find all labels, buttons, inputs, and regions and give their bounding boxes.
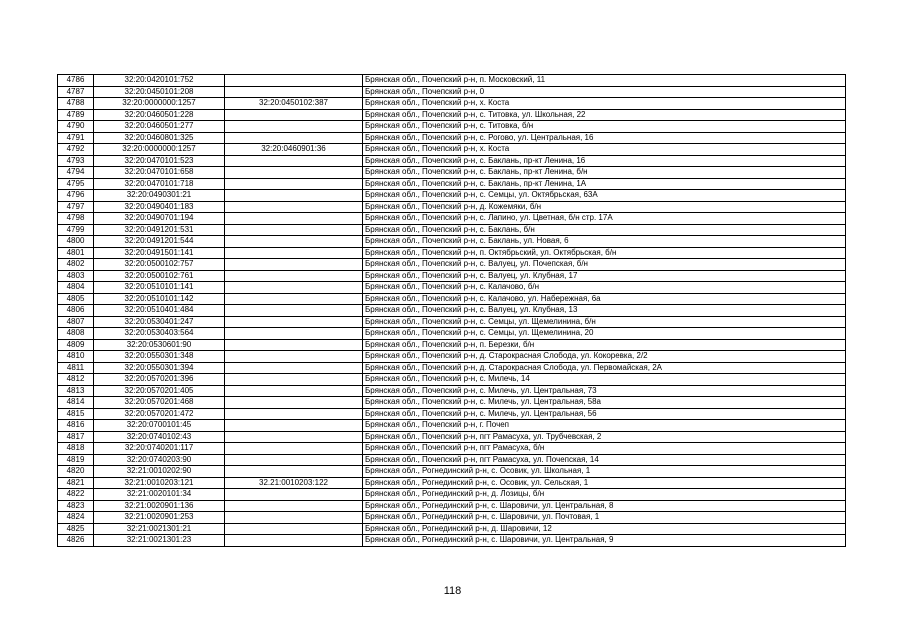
address-cell: Брянская обл., Почепский р-н, с. Лапино, ул. Цветная, б/н стр. 17А: [363, 213, 846, 225]
related-cadastral-number-cell: [225, 132, 363, 144]
table-row: [58, 339, 846, 351]
related-cadastral-number-cell: [225, 270, 363, 282]
cadastral-number-cell: 32:21:0020101:34: [94, 489, 225, 501]
row-number-cell: 4824: [58, 512, 94, 524]
table-row: [58, 523, 846, 535]
cadastral-number-cell: 32:21:0020901:136: [94, 500, 225, 512]
cadastral-number-cell: 32:20:0491201:531: [94, 224, 225, 236]
row-number-cell: 4795: [58, 178, 94, 190]
cadastral-number-cell: 32:20:0490701:194: [94, 213, 225, 225]
address-cell: Брянская обл., Почепский р-н, г. Почеп: [363, 420, 846, 432]
address-cell: Брянская обл., Почепский р-н, с. Семцы, ул. Щемелинина, б/н: [363, 316, 846, 328]
row-number-cell: 4826: [58, 535, 94, 547]
related-cadastral-number-cell: [225, 213, 363, 225]
cadastral-number-cell: 32:20:0510101:142: [94, 293, 225, 305]
address-cell: Брянская обл., Почепский р-н, д. Старокрасная Слобода, ул. Кокоревка, 2/2: [363, 351, 846, 363]
table-row: [58, 75, 846, 87]
row-number-cell: 4802: [58, 259, 94, 271]
table-row: [58, 535, 846, 547]
row-number-cell: 4809: [58, 339, 94, 351]
cadastral-number-cell: 32:20:0570201:396: [94, 374, 225, 386]
address-cell: Брянская обл., Почепский р-н, с. Титовка, б/н: [363, 121, 846, 133]
row-number-cell: 4820: [58, 466, 94, 478]
address-cell: Брянская обл., Почепский р-н, с. Рогово, ул. Центральная, 16: [363, 132, 846, 144]
related-cadastral-number-cell: [225, 408, 363, 420]
table-row: [58, 270, 846, 282]
row-number-cell: 4812: [58, 374, 94, 386]
table-row: [58, 305, 846, 317]
related-cadastral-number-cell: [225, 236, 363, 248]
row-number-cell: 4786: [58, 75, 94, 87]
related-cadastral-number-cell: [225, 121, 363, 133]
cadastral-number-cell: 32:20:0530601:90: [94, 339, 225, 351]
related-cadastral-number-cell: [225, 362, 363, 374]
registry-table-body: [58, 75, 846, 547]
table-row: [58, 385, 846, 397]
table-row: [58, 477, 846, 489]
page-number: 118: [443, 585, 462, 597]
address-cell: Брянская обл., Почепский р-н, с. Валуец, ул. Клубная, 17: [363, 270, 846, 282]
cadastral-number-cell: 32:20:0470101:718: [94, 178, 225, 190]
row-number-cell: 4811: [58, 362, 94, 374]
related-cadastral-number-cell: [225, 316, 363, 328]
address-cell: Брянская обл., Рогнединский р-н, д. Шаровичи, 12: [363, 523, 846, 535]
address-cell: Брянская обл., Почепский р-н, с. Семцы, ул. Щемелинина, 20: [363, 328, 846, 340]
row-number-cell: 4815: [58, 408, 94, 420]
row-number-cell: 4799: [58, 224, 94, 236]
row-number-cell: 4800: [58, 236, 94, 248]
table-row: [58, 144, 846, 156]
table-row: [58, 224, 846, 236]
table-row: [58, 201, 846, 213]
related-cadastral-number-cell: [225, 351, 363, 363]
table-row: [58, 489, 846, 501]
table-row: [58, 121, 846, 133]
address-cell: Брянская обл., Почепский р-н, с. Баклань, пр-кт Ленина, 16: [363, 155, 846, 167]
table-row: [58, 86, 846, 98]
cadastral-number-cell: 32:21:0020901:253: [94, 512, 225, 524]
row-number-cell: 4810: [58, 351, 94, 363]
related-cadastral-number-cell: [225, 420, 363, 432]
row-number-cell: 4792: [58, 144, 94, 156]
row-number-cell: 4787: [58, 86, 94, 98]
address-cell: Брянская обл., Почепский р-н, п. Березки, б/н: [363, 339, 846, 351]
related-cadastral-number-cell: [225, 224, 363, 236]
table-row: [58, 362, 846, 374]
table-row: [58, 397, 846, 409]
cadastral-number-cell: 32:20:0470101:523: [94, 155, 225, 167]
address-cell: Брянская обл., Почепский р-н, х. Коста: [363, 144, 846, 156]
address-cell: Брянская обл., Почепский р-н, с. Баклань, пр-кт Ленина, б/н: [363, 167, 846, 179]
address-cell: Брянская обл., Почепский р-н, пгт Рамасуха, ул. Почепская, 14: [363, 454, 846, 466]
table-row: [58, 454, 846, 466]
row-number-cell: 4806: [58, 305, 94, 317]
address-cell: Брянская обл., Почепский р-н, п. Октябрьский, ул. Октябрьская, б/н: [363, 247, 846, 259]
cadastral-number-cell: 32:20:0530403:564: [94, 328, 225, 340]
cadastral-number-cell: 32:20:0740203:90: [94, 454, 225, 466]
address-cell: Брянская обл., Почепский р-н, пгт Рамасуха, б/н: [363, 443, 846, 455]
related-cadastral-number-cell: [225, 75, 363, 87]
row-number-cell: 4801: [58, 247, 94, 259]
table-row: [58, 512, 846, 524]
address-cell: Брянская обл., Почепский р-н, д. Старокрасная Слобода, ул. Первомайская, 2А: [363, 362, 846, 374]
cadastral-number-cell: 32:20:0491501:141: [94, 247, 225, 259]
cadastral-number-cell: 32:20:0470101:658: [94, 167, 225, 179]
row-number-cell: 4808: [58, 328, 94, 340]
cadastral-number-cell: 32:20:0570201:405: [94, 385, 225, 397]
related-cadastral-number-cell: [225, 259, 363, 271]
row-number-cell: 4789: [58, 109, 94, 121]
related-cadastral-number-cell: [225, 178, 363, 190]
row-number-cell: 4821: [58, 477, 94, 489]
related-cadastral-number-cell: [225, 385, 363, 397]
table-row: [58, 132, 846, 144]
table-row: [58, 374, 846, 386]
address-cell: Брянская обл., Почепский р-н, п. Московский, 11: [363, 75, 846, 87]
table-row: [58, 167, 846, 179]
address-cell: Брянская обл., Почепский р-н, с. Валуец, ул. Клубная, 13: [363, 305, 846, 317]
related-cadastral-number-cell: [225, 523, 363, 535]
row-number-cell: 4791: [58, 132, 94, 144]
address-cell: Брянская обл., Рогнединский р-н, д. Лозицы, б/н: [363, 489, 846, 501]
related-cadastral-number-cell: 32.21:0010203:122: [225, 477, 363, 489]
related-cadastral-number-cell: [225, 443, 363, 455]
address-cell: Брянская обл., Почепский р-н, с. Милечь, 14: [363, 374, 846, 386]
cadastral-number-cell: 32:20:0000000:1257: [94, 98, 225, 110]
address-cell: Брянская обл., Почепский р-н, с. Баклань, ул. Новая, 6: [363, 236, 846, 248]
address-cell: Брянская обл., Почепский р-н, с. Баклань, б/н: [363, 224, 846, 236]
cadastral-number-cell: 32:20:0510101:141: [94, 282, 225, 294]
table-row: [58, 155, 846, 167]
row-number-cell: 4804: [58, 282, 94, 294]
cadastral-number-cell: 32:20:0550301:348: [94, 351, 225, 363]
cadastral-number-cell: 32:20:0000000:1257: [94, 144, 225, 156]
address-cell: Брянская обл., Почепский р-н, х. Коста: [363, 98, 846, 110]
cadastral-number-cell: 32:20:0460501:277: [94, 121, 225, 133]
related-cadastral-number-cell: 32:20:0460901:36: [225, 144, 363, 156]
related-cadastral-number-cell: [225, 454, 363, 466]
related-cadastral-number-cell: [225, 155, 363, 167]
related-cadastral-number-cell: [225, 247, 363, 259]
row-number-cell: 4816: [58, 420, 94, 432]
related-cadastral-number-cell: [225, 489, 363, 501]
row-number-cell: 4817: [58, 431, 94, 443]
related-cadastral-number-cell: [225, 86, 363, 98]
cadastral-number-cell: 32:20:0500102:761: [94, 270, 225, 282]
table-row: [58, 500, 846, 512]
address-cell: Брянская обл., Почепский р-н, с. Калачово, б/н: [363, 282, 846, 294]
table-row: [58, 316, 846, 328]
address-cell: Брянская обл., Рогнединский р-н, с. Осовик, ул. Сельская, 1: [363, 477, 846, 489]
cadastral-number-cell: 32:20:0460501:228: [94, 109, 225, 121]
row-number-cell: 4796: [58, 190, 94, 202]
cadastral-number-cell: 32:21:0021301:21: [94, 523, 225, 535]
related-cadastral-number-cell: [225, 374, 363, 386]
row-number-cell: 4794: [58, 167, 94, 179]
table-row: [58, 282, 846, 294]
cadastral-number-cell: 32:20:0490401:183: [94, 201, 225, 213]
related-cadastral-number-cell: [225, 500, 363, 512]
cadastral-number-cell: 32:20:0570201:472: [94, 408, 225, 420]
row-number-cell: 4790: [58, 121, 94, 133]
cadastral-number-cell: 32:20:0700101:45: [94, 420, 225, 432]
table-row: [58, 408, 846, 420]
address-cell: Брянская обл., Почепский р-н, с. Титовка, ул. Школьная, 22: [363, 109, 846, 121]
table-row: [58, 443, 846, 455]
cadastral-number-cell: 32:20:0570201:468: [94, 397, 225, 409]
row-number-cell: 4805: [58, 293, 94, 305]
row-number-cell: 4793: [58, 155, 94, 167]
row-number-cell: 4823: [58, 500, 94, 512]
cadastral-number-cell: 32:20:0460801:325: [94, 132, 225, 144]
cadastral-number-cell: 32:21:0010203:121: [94, 477, 225, 489]
cadastral-number-cell: 32:20:0420101:752: [94, 75, 225, 87]
address-cell: Брянская обл., Почепский р-н, с. Милечь, ул. Центральная, 73: [363, 385, 846, 397]
address-cell: Брянская обл., Рогнединский р-н, с. Шаровичи, ул. Почтовая, 1: [363, 512, 846, 524]
related-cadastral-number-cell: [225, 397, 363, 409]
cadastral-number-cell: 32:21:0021301:23: [94, 535, 225, 547]
address-cell: Брянская обл., Почепский р-н, д. Кожемяки, б/н: [363, 201, 846, 213]
table-row: [58, 351, 846, 363]
related-cadastral-number-cell: [225, 431, 363, 443]
address-cell: Брянская обл., Рогнединский р-н, с. Шаровичи, ул. Центральная, 8: [363, 500, 846, 512]
table-row: [58, 109, 846, 121]
related-cadastral-number-cell: [225, 293, 363, 305]
address-cell: Брянская обл., Почепский р-н, пгт Рамасуха, ул. Трубчевская, 2: [363, 431, 846, 443]
related-cadastral-number-cell: [225, 201, 363, 213]
table-row: [58, 213, 846, 225]
row-number-cell: 4825: [58, 523, 94, 535]
table-row: [58, 98, 846, 110]
cadastral-number-cell: 32:20:0490301:21: [94, 190, 225, 202]
related-cadastral-number-cell: [225, 512, 363, 524]
row-number-cell: 4788: [58, 98, 94, 110]
cadastral-number-cell: 32:21:0010202:90: [94, 466, 225, 478]
table-row: [58, 328, 846, 340]
table-row: [58, 431, 846, 443]
table-row: [58, 247, 846, 259]
address-cell: Брянская обл., Почепский р-н, с. Милечь, ул. Центральная, 58а: [363, 397, 846, 409]
cadastral-number-cell: 32:20:0450101:208: [94, 86, 225, 98]
related-cadastral-number-cell: [225, 190, 363, 202]
related-cadastral-number-cell: [225, 109, 363, 121]
address-cell: Брянская обл., Почепский р-н, с. Семцы, ул. Октябрьская, 63А: [363, 190, 846, 202]
row-number-cell: 4819: [58, 454, 94, 466]
row-number-cell: 4803: [58, 270, 94, 282]
cadastral-number-cell: 32:20:0510401:484: [94, 305, 225, 317]
table-row: [58, 420, 846, 432]
row-number-cell: 4813: [58, 385, 94, 397]
address-cell: Брянская обл., Почепский р-н, с. Валуец, ул. Почепская, б/н: [363, 259, 846, 271]
registry-table: [57, 74, 846, 547]
row-number-cell: 4818: [58, 443, 94, 455]
table-row: [58, 466, 846, 478]
address-cell: Брянская обл., Рогнединский р-н, с. Шаровичи, ул. Центральная, 9: [363, 535, 846, 547]
row-number-cell: 4814: [58, 397, 94, 409]
table-row: [58, 293, 846, 305]
cadastral-number-cell: 32:20:0500102:757: [94, 259, 225, 271]
related-cadastral-number-cell: [225, 466, 363, 478]
related-cadastral-number-cell: [225, 535, 363, 547]
address-cell: Брянская обл., Почепский р-н, 0: [363, 86, 846, 98]
row-number-cell: 4797: [58, 201, 94, 213]
address-cell: Брянская обл., Почепский р-н, с. Милечь, ул. Центральная, 56: [363, 408, 846, 420]
table-row: [58, 190, 846, 202]
related-cadastral-number-cell: 32:20:0450102:387: [225, 98, 363, 110]
address-cell: Брянская обл., Почепский р-н, с. Калачово, ул. Набережная, 6а: [363, 293, 846, 305]
cadastral-number-cell: 32:20:0550301:394: [94, 362, 225, 374]
address-cell: Брянская обл., Почепский р-н, с. Баклань, пр-кт Ленина, 1А: [363, 178, 846, 190]
cadastral-number-cell: 32:20:0740102:43: [94, 431, 225, 443]
row-number-cell: 4807: [58, 316, 94, 328]
related-cadastral-number-cell: [225, 167, 363, 179]
row-number-cell: 4798: [58, 213, 94, 225]
related-cadastral-number-cell: [225, 339, 363, 351]
related-cadastral-number-cell: [225, 305, 363, 317]
related-cadastral-number-cell: [225, 282, 363, 294]
related-cadastral-number-cell: [225, 328, 363, 340]
cadastral-number-cell: 32:20:0740201:117: [94, 443, 225, 455]
table-row: [58, 259, 846, 271]
row-number-cell: 4822: [58, 489, 94, 501]
cadastral-number-cell: 32:20:0530401:247: [94, 316, 225, 328]
cadastral-number-cell: 32:20:0491201:544: [94, 236, 225, 248]
table-row: [58, 236, 846, 248]
address-cell: Брянская обл., Рогнединский р-н, с. Осовик, ул. Школьная, 1: [363, 466, 846, 478]
table-row: [58, 178, 846, 190]
